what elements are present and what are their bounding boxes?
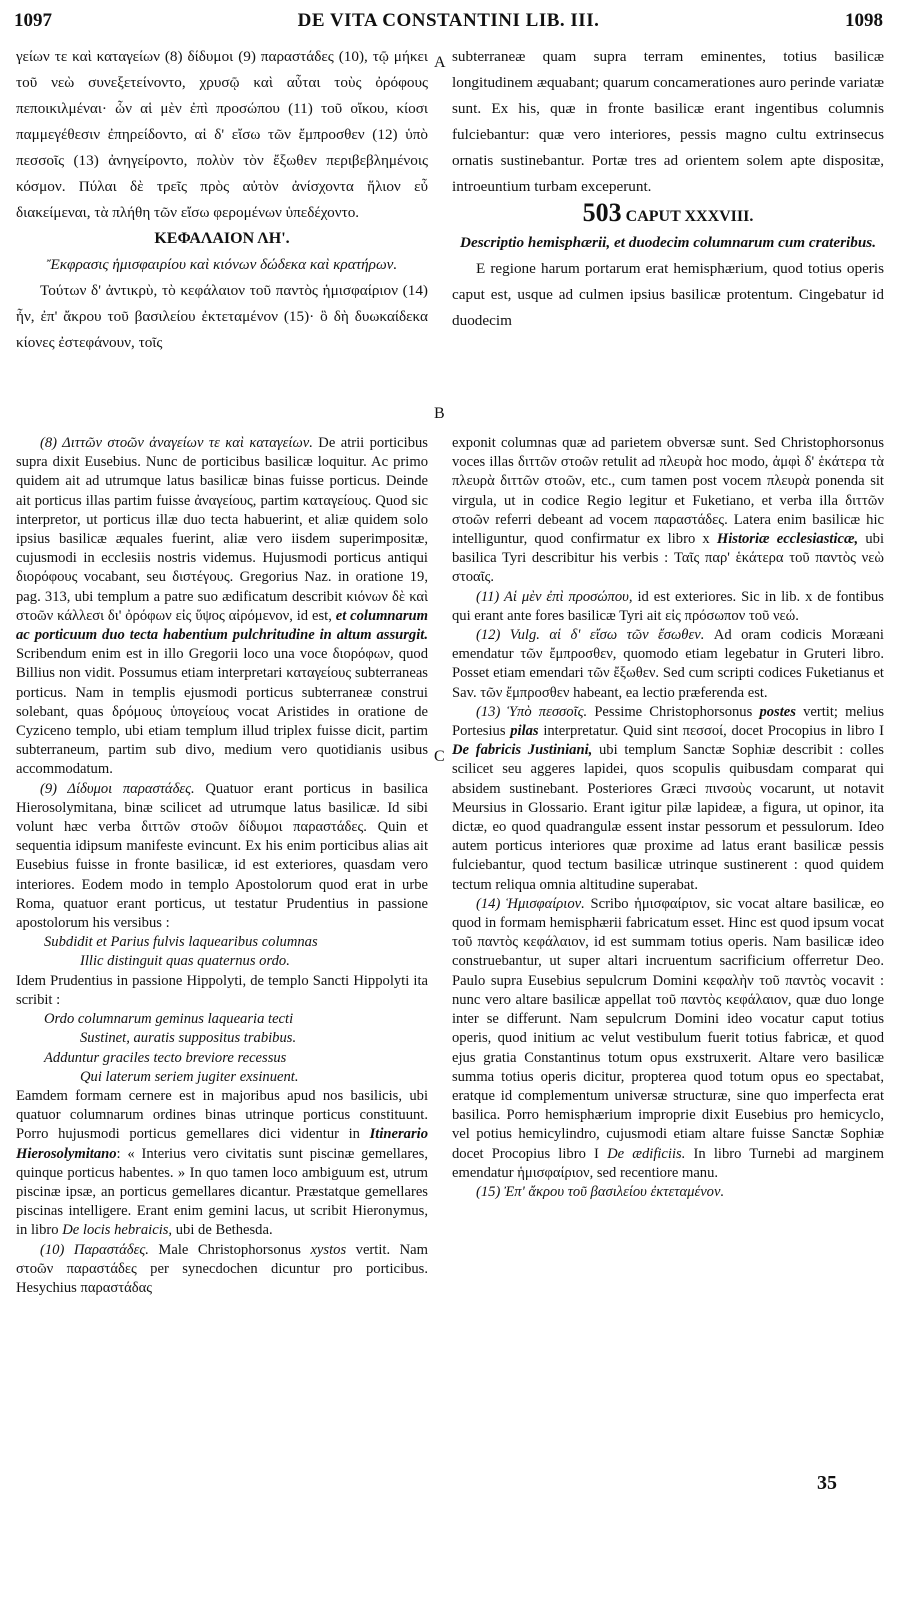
note-italic: De ædificiis.	[607, 1145, 686, 1162]
note-text: exponit columnas quæ ad parietem obversæ sunt. Sed Christophorsonus voces illas διττῶν στοῶν retulit ad πλευρὰ hoc modo, ἀμφὶ δ' ἑκάτερα τὰ πλευρὰ διττῶν στοῶν, etc., cum tamen post vocem πλευρὰ ponenda sit virgula, ut in codice Regio legitur et Fuketiano, et verba illa διττῶν στοῶν referri debeant ad vocem παραστάδες. Latera enim basilicæ hic intelliguntur, quod confirmatur ex libro x	[452, 435, 884, 548]
note-heading: (12) Vulg. αἱ δ' εἴσω τῶν ἔσωθεν.	[476, 627, 705, 644]
note-text: vertit; melius Portesius	[452, 703, 884, 740]
note-13	[452, 703, 884, 895]
running-title: DE VITA CONSTANTINI LIB. III.	[297, 10, 600, 31]
latin-text-column	[452, 44, 884, 334]
note-text: vertit. Nam στοῶν παραστάδες per synecdochen dicuntur pro porticibus. Hesychius παραστάδας	[16, 1241, 428, 1296]
note-heading: (10) Παραστάδες.	[40, 1241, 149, 1258]
note-heading: (9) Δίδυμοι παραστάδες.	[40, 780, 195, 797]
latin-paragraph: E regione harum portarum erat hemisphærium, quod totius operis caput est, usque ad culmen ipsius basilicæ protentum. Cingebatur id duodecim	[452, 260, 884, 329]
note-italic: Historiæ ecclesiasticæ,	[716, 531, 859, 548]
verse-line: Subdidit et Parius fulvis laquearibus columnas	[44, 934, 318, 951]
left-page-number: 1097	[14, 10, 52, 31]
note-italic: et columnarum ac porticuum duo tecta habentium pulchritudine in altum assurgit.	[16, 607, 428, 644]
greek-chapter-title: ΚΕΦΑΛΑΙΟΝ ΛΗ'.	[154, 230, 290, 247]
note-text: interpretatur. Quid sint πεσσοί, docet Procopius in libro I	[543, 723, 884, 740]
note-10	[16, 1241, 428, 1299]
note-italic: De locis hebraicis,	[62, 1222, 173, 1239]
note-italic: Itinerario Hierosolymitano	[16, 1126, 428, 1162]
page-number: 35	[817, 1472, 837, 1494]
margin-marker-a: A	[434, 54, 446, 71]
right-page-number: 1098	[845, 10, 883, 31]
verse-line: Adduntur graciles tecto breviore recessus	[44, 1049, 287, 1066]
latin-chapter-title: CAPUT XXXVIII.	[625, 208, 754, 225]
greek-paragraph: Τούτων δ' ἀντικρὺ, τὸ κεφάλαιον τοῦ παντὸς ἡμισφαίριον (14) ἦν, ἐπ' ἄκρου τοῦ βασιλείου ἐκτεταμένον (15)· ὃ δὴ δυωκαίδεκα κίονες ἐστεφάνουν, τοῖς	[16, 282, 428, 351]
note-heading: (15) Ἐπ' ἄκρου τοῦ βασιλείου ἐκτεταμένον.	[476, 1183, 725, 1200]
notes-left-column	[16, 434, 428, 1298]
margin-marker-b: B	[434, 405, 445, 422]
note-14	[452, 895, 884, 1183]
note-text: Eamdem formam cernere est in majoribus apud nos basilicis, ubi quatuor columnarum ordines binas utrinque porticus constituunt. Porro hujusmodi porticus gemellares dici videntur in	[16, 1087, 428, 1143]
note-text: De atrii porticibus supra dixit Eusebius. Nunc de porticibus basilicæ loquitur. Ac primo quidem ait ad utrumque latus basilicæ binas fuisse porticus. Deinde ait porticus illas partim fuisse ἀναγείους, partim καταγείους. Quod sic interpretor, ut porticus illæ duo tecta habuerint, et aliæ quidem solo ipsius basilicæ æquales fuerint, aliæ vero iisdem superimpositæ, cujusmodi in ecclesiis nostris videmus. Hujusmodi porticus antiqui διορόφους vocabant, seu διστέγους. Gregorius Naz. in oratione 19, pag. 313, ubi templum a patre suo ædificatum describit κιόνων δὲ καὶ στοῶν κάλλεσι δι' ὀρόφων εἰς ὕψος αἰρόμενον, id est,	[16, 435, 428, 624]
note-continuation	[452, 434, 884, 588]
latin-chapter-argument: Descriptio hemisphærii, et duodecim columnarum cum crateribus.	[460, 234, 876, 251]
greek-text-column	[16, 44, 428, 356]
note-heading: (8) Διττῶν στοῶν ἀναγείων τε καὶ καταγείων.	[40, 435, 313, 451]
note-text: ubi templum Sanctæ Sophiæ describit : colles scilicet seu aggeres lapidei, quos scopulis quibusdam comparat qui absidem sustinebant. Posteriores Græci πινσοὺς vocarunt, ut notavit Meursius in Glossario. Erant igitur pilæ lapideæ, a figura, ut opinor, ita dictæ, eo quod quadrangulæ essent instar pessorum et pessulorum. Ideo autem porticus interiores quæ proxime ad latus erant basilicæ pessis fulciebantur, quod tectum basilicæ utrinque sustinerent : quod quidem tectum reliqua omnia altitudine superabat.	[452, 742, 884, 893]
verse-line: Sustinet, auratis suppositus trabibus.	[80, 1030, 297, 1047]
note-heading: (13) Ὑπὸ πεσσοῖς.	[476, 703, 588, 720]
note-text: In libro Turnebi ad marginem emendatur ἡμισφαίριον, sed recentiore manu.	[452, 1145, 884, 1181]
latin-paragraph: subterraneæ quam supra terram eminentes, totius basilicæ longitudinem æquabant; quarum concamerationes auro perinde variatæ sunt. Ex his, quæ in fronte basilicæ erant ingentibus columnis fulciebantur: quæ vero interiores, pessis magno cultu extrinsecus ornatis sustinebantur. Portæ tres ad orientem solem apte dispositæ, introeuntium turbam exceperunt.	[452, 48, 884, 195]
note-heading: (11) Αἱ μὲν ἐπὶ προσώπου,	[476, 588, 633, 605]
note-italic: pilas	[510, 723, 539, 740]
running-header	[14, 10, 883, 38]
note-text: Pessime Christophorsonus	[594, 703, 753, 720]
margin-marker-c: C	[434, 748, 445, 765]
note-text: id est exteriores. Sic in lib. x de fontibus qui erant ante fores basilicæ Tyri ait εἰς πρόσωπον τοῦ νεώ.	[452, 588, 884, 624]
note-italic: xystos	[310, 1241, 347, 1258]
note-heading: (14) Ἡμισφαίριον.	[476, 895, 585, 912]
verse-line: Illic distinguit quas quaternus ordo.	[80, 953, 290, 970]
note-text: Scribendum enim est in illo Gregorii loco una voce διορόφων, quod Billius non vidit. Possumus etiam interpretari καταγείους subterraneas porticus. Nam in templis ejusmodi porticus subterraneæ construi solebant, quas δρόμους ὑπογείους vocat Aristides in oratione de Cyziceno templo, ubi etiam templum illud triplex fuisse dicit, partim subterraneum, partim sub divo, medium vero quotidianis usibus accommodatum.	[16, 646, 428, 778]
note-text: Idem Prudentius in passione Hippolyti, de templo Sancti Hippolyti ita scribit :	[16, 972, 428, 1008]
note-text	[16, 1087, 428, 1241]
notes-right-column	[452, 434, 884, 1202]
note-italic: postes	[759, 703, 796, 720]
latin-chapter-heading	[452, 200, 884, 230]
note-8	[16, 434, 428, 780]
greek-paragraph: γείων τε καὶ καταγείων (8) δίδυμοι (9) παραστάδες (10), τῷ μήκει τοῦ νεὼ συνεξετείνοντο, χρυσῷ καὶ αὗται τοὺς ὀρόφους πεποικιλμέναι· ὧν αἱ μὲν ἐπὶ προσώπου (11) τοῦ οἴκου, κίοσι παμμεγέθεσιν ἐπηρείδοντο, αἱ δ' εἴσω τῶν ἔμπροσθεν (12) ὑπὸ πεσσοῖς (13) ἀνηγείροντο, πολὺν τὸν ἔξωθεν περιβεβλημένοις κόσμον. Πύλαι δὲ τρεῖς πρὸς αὐτὸν ἀνίσχοντα ἥλιον εὖ διακείμεναι, τὰ πλήθη τῶν εἴσω φερομένων ὑπεδέχοντο.	[16, 48, 428, 221]
note-italic: De fabricis Justiniani,	[452, 742, 593, 759]
note-11	[452, 588, 884, 626]
note-text: Scribo ἡμισφαίριον, sic vocat altare basilicæ, eo quod in formam hemisphærii fabricatum esset. Hinc est quod ipsum vocat τοῦ παντὸς κεφάλαιον, id est summam totius operis. Nam basilicæ ideo construebantur, ut super altari incruentum sacrificium offerretur Deo. Paulo supra Eusebius sepulcrum Domini κεφαλὴν τοῦ παντὸς vocavit : nunc vero altare basilicæ appellat τοῦ παντὸς κεφάλαιον, quæ duo longe inter se differunt. Nam sepulcrum Domini ideo vocatur caput totius operis, quod initium ac velut vestibulum fuerit totius fabricæ, et quod ejus gratia Constantinus totum opus exstruxerit. Altare vero basilicæ summa totius operis dicitur, propterea quod totum opus eo spectabat, eratque id complementum universæ structuræ, sine quo imperfecta erat basilica. Porro hemisphærium improprie dixit Eusebius pro hemicyclo, vel potius hemicylindro, cujusmodi etiam altare fuisse Sanctæ Sophiæ docet Procopius libro I	[452, 895, 884, 1162]
greek-chapter-argument: Ἔκφρασις ἡμισφαιρίου καὶ κιόνων δώδεκα καὶ κρατήρων.	[46, 256, 398, 273]
note-text: ubi de Bethesda.	[175, 1222, 273, 1239]
note-12	[452, 626, 884, 703]
note-text: Quatuor erant porticus in basilica Hierosolymitana, binæ scilicet ad utrumque latus basilicæ. Id sibi volunt hæc verba διττῶν στοῶν δίδυμοι παραστάδες. Quin et sequentia idipsum manifeste evincunt. Ex his enim porticibus alias ait Eusebius fuisse in fronte basilicæ, id est exteriores, quasdam vero interiores. Eodem modo in templo Apostolorum quod erat in urbe Roma, quatuor erant porticus, ut testatur Prudentius in passione apostolorum his versibus :	[16, 780, 428, 932]
note-text: Male Christophorsonus	[158, 1241, 301, 1258]
note-text: Ad oram codicis Moræani emendatur τῶν ἔμπροσθεν, quomodo etiam legebatur in Gruteri libro. Posset etiam emendari τῶν ἔξωθεν. Sed cum scripti codices Fuketianus et Sav. τῶν ἔμπροσθεν habeant, ea lectio præferenda est.	[452, 627, 884, 701]
verse-line: Qui laterum seriem jugiter exsinuent.	[80, 1068, 299, 1085]
column-number: 503	[582, 198, 622, 227]
note-15	[452, 1183, 884, 1202]
note-text: : « Interius vero civitatis sunt piscinæ gemellares, quinque porticus habentes. » In quo tamen loco ambiguum est, utrum piscinæ ipsæ, an porticus gemellares dicantur. Præstatque gemellares piscinas intelligere. Erant enim gemini lacus, ut scribit Hieronymus, in libro	[16, 1145, 428, 1239]
verse-line: Ordo columnarum geminus laquearia tecti	[44, 1011, 294, 1028]
note-9	[16, 780, 428, 934]
note-text: ubi basilica Tyri describitur his verbis : Ταῖς παρ' ἑκάτερα τοῦ παντὸς νεὼ στοαῖς.	[452, 531, 884, 586]
